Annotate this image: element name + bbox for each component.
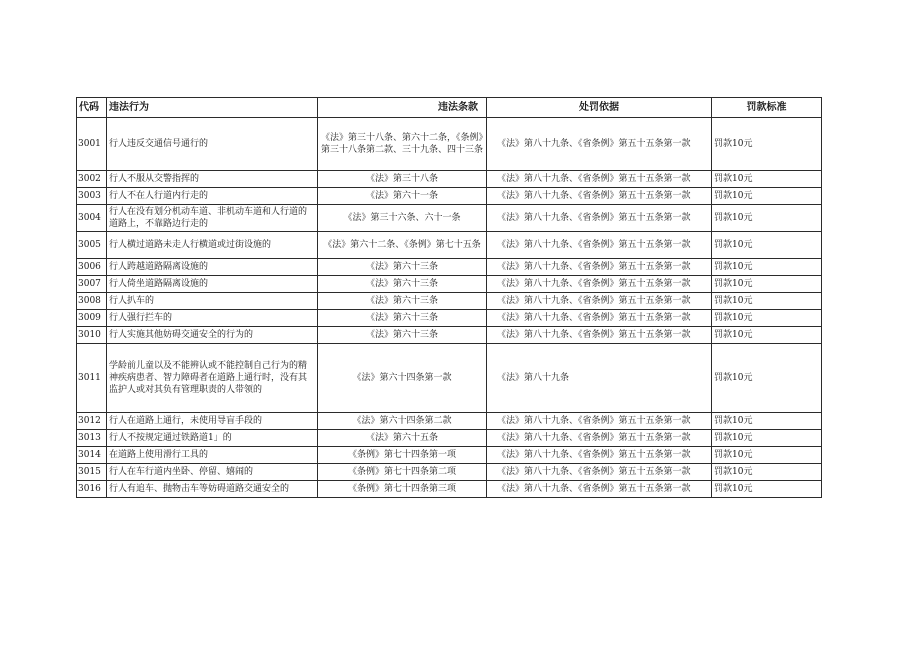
table-row: [77, 118, 822, 171]
row-code: 3006: [77, 259, 107, 276]
violation-table: [76, 97, 822, 498]
row-basis: 《法》第八十九条、《省条例》第五十五条第一款: [487, 276, 712, 293]
table-row: [77, 447, 822, 464]
row-fine: 罚款10元: [712, 188, 822, 205]
row-behavior: 行人不按规定通过铁路道1」的: [107, 430, 318, 447]
row-article: 《法》第六十二条、《条例》第七十五条: [318, 232, 487, 259]
row-code: 3011: [77, 344, 107, 413]
row-basis: 《法》第八十九条、《省条例》第五十五条第一款: [487, 293, 712, 310]
row-behavior: 行人扒车的: [107, 293, 318, 310]
table-row: [77, 327, 822, 344]
row-fine: 罚款10元: [712, 464, 822, 481]
row-basis: 《法》第八十九条、《省条例》第五十五条第一款: [487, 118, 712, 171]
row-code: 3013: [77, 430, 107, 447]
row-behavior: 行人不服从交警指挥的: [107, 171, 318, 188]
row-basis: 《法》第八十九条、《省条例》第五十五条第一款: [487, 232, 712, 259]
table-row: [77, 276, 822, 293]
row-article: 《法》第三十八条: [318, 171, 487, 188]
table-row: [77, 481, 822, 498]
row-behavior: 行人在没有划分机动车道、非机动车道和人行道的道路上，不靠路边行走的: [107, 205, 318, 232]
row-behavior: 行人在车行道内坐卧、停留、嬉闹的: [107, 464, 318, 481]
row-fine: 罚款10元: [712, 118, 822, 171]
row-code: 3001: [77, 118, 107, 171]
row-code: 3014: [77, 447, 107, 464]
row-behavior: 行人倚坐道路隔离设施的: [107, 276, 318, 293]
table-row: [77, 205, 822, 232]
row-article: 《条例》第七十四条第二项: [318, 464, 487, 481]
row-article: 《法》第六十三条: [318, 327, 487, 344]
row-code: 3012: [77, 413, 107, 430]
row-basis: 《法》第八十九条、《省条例》第五十五条第一款: [487, 430, 712, 447]
row-basis: 《法》第八十九条、《省条例》第五十五条第一款: [487, 205, 712, 232]
table-row: [77, 344, 822, 413]
row-basis: 《法》第八十九条、《省条例》第五十五条第一款: [487, 327, 712, 344]
row-article: 《条例》第七十四条第三项: [318, 481, 487, 498]
row-article: 《法》第六十一条: [318, 188, 487, 205]
row-basis: 《法》第八十九条、《省条例》第五十五条第一款: [487, 481, 712, 498]
row-basis: 《法》第八十九条、《省条例》第五十五条第一款: [487, 447, 712, 464]
header-basis: 处罚依据: [487, 98, 712, 118]
row-fine: 罚款10元: [712, 232, 822, 259]
row-article: 《法》第六十四条第一款: [318, 344, 487, 413]
row-code: 3010: [77, 327, 107, 344]
row-behavior: 行人在道路上通行，未使用导盲手段的: [107, 413, 318, 430]
row-code: 3015: [77, 464, 107, 481]
row-article: 《法》第六十四条第二款: [318, 413, 487, 430]
row-fine: 罚款10元: [712, 259, 822, 276]
row-article: 《法》第六十三条: [318, 310, 487, 327]
row-behavior: 行人跨越道路隔离设施的: [107, 259, 318, 276]
row-fine: 罚款10元: [712, 171, 822, 188]
row-code: 3008: [77, 293, 107, 310]
row-article: 《法》第三十六条、六十一条: [318, 205, 487, 232]
row-code: 3003: [77, 188, 107, 205]
row-basis: 《法》第八十九条、《省条例》第五十五条第一款: [487, 171, 712, 188]
row-article: 《法》第六十三条: [318, 293, 487, 310]
row-code: 3005: [77, 232, 107, 259]
row-code: 3009: [77, 310, 107, 327]
row-basis: 《法》第八十九条、《省条例》第五十五条第一款: [487, 259, 712, 276]
row-behavior: 行人有追车、抛物击车等妨碍道路交通安全的: [107, 481, 318, 498]
table-row: [77, 232, 822, 259]
row-behavior: 行人实施其他妨碍交通安全的行为的: [107, 327, 318, 344]
table-row: [77, 171, 822, 188]
table-row: [77, 430, 822, 447]
row-behavior: 行人横过道路未走人行横道或过街设施的: [107, 232, 318, 259]
row-fine: 罚款10元: [712, 327, 822, 344]
header-behavior: 违法行为: [107, 98, 318, 118]
row-fine: 罚款10元: [712, 413, 822, 430]
row-basis: 《法》第八十九条、《省条例》第五十五条第一款: [487, 188, 712, 205]
header-code: 代码: [77, 98, 107, 118]
row-fine: 罚款10元: [712, 276, 822, 293]
row-basis: 《法》第八十九条: [487, 344, 712, 413]
table-row: [77, 413, 822, 430]
row-fine: 罚款10元: [712, 447, 822, 464]
row-basis: 《法》第八十九条、《省条例》第五十五条第一款: [487, 413, 712, 430]
row-fine: 罚款10元: [712, 205, 822, 232]
row-behavior: 行人强行拦车的: [107, 310, 318, 327]
table-row: [77, 310, 822, 327]
row-code: 3007: [77, 276, 107, 293]
row-article: 《法》第六十三条: [318, 259, 487, 276]
table-row: [77, 293, 822, 310]
row-basis: 《法》第八十九条、《省条例》第五十五条第一款: [487, 310, 712, 327]
row-fine: 罚款10元: [712, 310, 822, 327]
row-fine: 罚款10元: [712, 430, 822, 447]
row-fine: 罚款10元: [712, 481, 822, 498]
row-basis: 《法》第八十九条、《省条例》第五十五条第一款: [487, 464, 712, 481]
table-row: [77, 259, 822, 276]
table-row: [77, 188, 822, 205]
row-article: 《法》第六十三条: [318, 276, 487, 293]
row-code: 3004: [77, 205, 107, 232]
row-behavior: 在道路上使用滑行工具的: [107, 447, 318, 464]
table-row: [77, 464, 822, 481]
row-fine: 罚款10元: [712, 344, 822, 413]
row-article: 《法》第三十八条、第六十二条，《条例》第三十八条第二款、三十九条、四十三条: [318, 118, 487, 171]
header-article: 违法条款: [318, 98, 487, 118]
row-code: 3002: [77, 171, 107, 188]
row-behavior: 行人违反交通信号通行的: [107, 118, 318, 171]
header-fine: 罚款标准: [712, 98, 822, 118]
row-article: 《法》第六十五条: [318, 430, 487, 447]
row-code: 3016: [77, 481, 107, 498]
row-fine: 罚款10元: [712, 293, 822, 310]
row-article: 《条例》第七十四条第一项: [318, 447, 487, 464]
header-row: [77, 98, 822, 118]
row-behavior: 学龄前儿童以及不能辨认或不能控制自己行为的精神疾病患者、智力障碍者在道路上通行时，没有其监护人或对其负有管理职责的人带领的: [107, 344, 318, 413]
row-behavior: 行人不在人行道内行走的: [107, 188, 318, 205]
